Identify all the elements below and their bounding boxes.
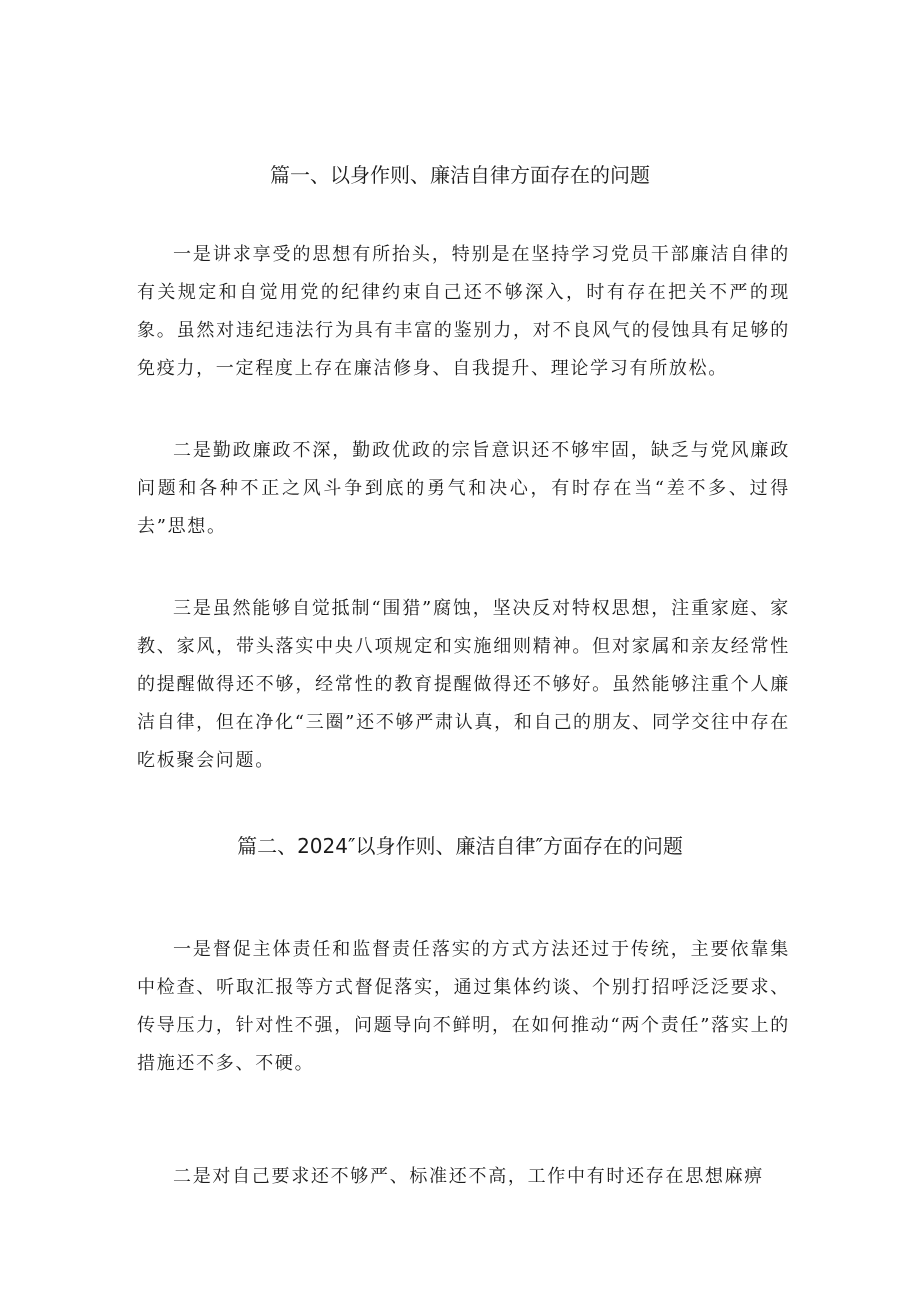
section-1-paragraph-1: 一是讲求享受的思想有所抬头，特别是在坚持学习党员干部廉洁自律的有关规定和自觉用党的纪律约束自己还不够深入，时有存在把关不严的现象。虽然对违纪违法行为具有丰富的鉴别力，对不良风气的侵蚀具有足够的免疫力，一定程度上存在廉洁修身、自我提升、理论学习有所放松。 xyxy=(137,244,790,379)
section-2-title: 篇二、2024″以身作则、廉洁自律″方面存在的问题 xyxy=(237,834,683,858)
section-2-paragraph-1: 一是督促主体责任和监督责任落实的方式方法还过于传统，主要依靠集中检查、听取汇报等方式督促落实，通过集体约谈、个别打招呼泛泛要求、传导压力，针对性不强，问题导向不鲜明，在如何推动“两个责任”落实上的措施还不多、不硬。 xyxy=(137,939,790,1074)
section-1-paragraph-2: 二是勤政廉政不深，勤政优政的宗旨意识还不够牢固，缺乏与党风廉政问题和各种不正之风斗争到底的勇气和决心，有时存在当“差不多、过得去”思想。 xyxy=(137,440,790,537)
section-1-title: 篇一、以身作则、廉洁自律方面存在的问题 xyxy=(270,163,650,187)
section-2-paragraph-2: 二是对自己要求还不够严、标准还不高，工作中有时还存在思想麻痹 xyxy=(173,1166,764,1187)
section-1-paragraph-3: 三是虽然能够自觉抵制“围猎”腐蚀，坚决反对特权思想，注重家庭、家教、家风，带头落实中央八项规定和实施细则精神。但对家属和亲友经常性的提醒做得还不够，经常性的教育提醒做得还不够好。虽然能够注重个人廉洁自律，但在净化“三圈”还不够严肃认真，和自己的朋友、同学交往中存在吃板聚会问题。 xyxy=(137,598,790,771)
